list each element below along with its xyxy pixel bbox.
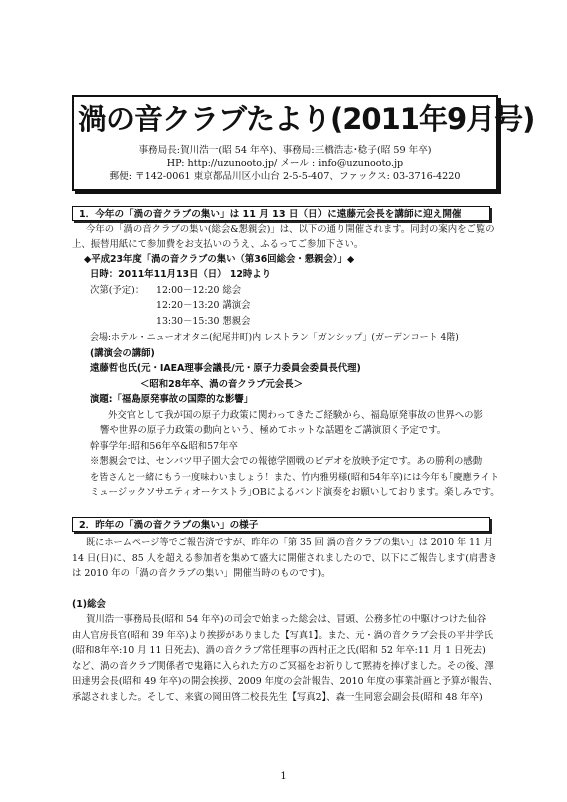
contact-line: HP: http://uzunooto.jp/ メール : info@uzunooto.jp <box>166 158 404 169</box>
host-years: 幹事学年:昭和56年卒&昭和57年卒 <box>90 441 238 452</box>
masthead-box <box>72 95 535 191</box>
section1-intro-2: 上、振替用紙にて参加費をお支払いのうえ、ふるってご参加下さい。 <box>72 239 364 250</box>
schedule-label: 次第(予定)： <box>90 285 145 296</box>
subheading-general-meeting: (1)総会 <box>72 599 106 610</box>
address-line: 郵便: 〒142-0061 東京都品川区小山台 2-5-5-407、ファックス: 03-3716-4220 <box>109 171 461 182</box>
section2-heading: 2．昨年の「渦の音クラブの集い」の様子 <box>72 517 490 532</box>
office-line: 事務局長:賀川浩一(昭 54 年卒)、事務局:三橋浩志･稔子(昭 59 年卒) <box>138 145 432 156</box>
section2-para-3: は 2010 年の「渦の音クラブの集い」開催当時のものです)。 <box>72 568 331 579</box>
meeting-text-5: 田達男会長(昭和 49 年卒)の開会挨拶、2009 年度の会計報告、2010 年度の事業計画と予算が報告、 <box>72 676 498 687</box>
lecturer-name: 遠藤哲也氏(元・IAEA理事会議長/元・原子力委員会委員長代理) <box>90 363 361 374</box>
page-number: 1 <box>280 771 287 782</box>
party-note-3: ミュージックソサエティオーケストラ｣OBによるバンド演奏をお願いしております。楽しみです。 <box>90 487 500 498</box>
event-title: ◆平成23年度「渦の音クラブの集い（第36回総会・懇親会）」◆ <box>84 254 355 265</box>
lecturer-note: ＜昭和28年卒、渦の音クラブ元会長＞ <box>140 379 304 390</box>
schedule-item: 13:30－15:30 懇親会 <box>156 316 251 327</box>
lecture-topic: 演題:「福島原発事故の国際的な影響」 <box>90 394 254 405</box>
meeting-text-2: 由人官房長官(昭和 39 年卒)より挨拶がありました【写真1】。また、元・渦の音クラブ会長の平井学氏 <box>72 630 494 641</box>
section1-heading: 1．今年の「渦の音クラブの集い」は 11 月 13 日（日）に遠藤元会長を講師に迎え開催 <box>72 206 490 221</box>
meeting-text-1: 賀川浩一事務局長(昭和 54 年卒)の司会で始まった総会は、冒頭、公務多忙の中駆けつけた仙谷 <box>86 614 487 625</box>
party-note-2: を皆さんと一緒にもう一度味わいましょう！また、竹内雅男様(昭和54年卒)には今年も｢慶應ライト <box>90 472 500 483</box>
section2-para-1: 既にホームページ等でご報告済ですが、昨年の「第 35 回 渦の音クラブの集い」は 2010 年 11 月 <box>86 537 493 548</box>
meeting-text-4: など、渦の音クラブ関係者で鬼籍に入られた方のご冥福をお祈りして黙祷を捧げました。その後、澤 <box>72 661 494 672</box>
event-venue: 会場:ホテル・ニューオオタニ(紀尾井町)内 レストラン「ガンシップ」(ガーデンコート 4階) <box>90 333 459 343</box>
event-date: 日時：2011年11月13日（日） 12時より <box>90 269 271 280</box>
section2-para-2: 14 日(日)に、85 人を超える参加者を集めて盛大に開催されましたので、以下にご報告します(肩書き <box>72 553 497 564</box>
topic-description-1: 外交官として我が国の原子力政策に関わってきたご経験から、福島原発事故の世界への影 <box>108 410 483 421</box>
newsletter-title: 渦の音クラブたより(2011年9月号) <box>78 102 535 136</box>
section1-intro-1: 今年の「渦の音クラブの集い(総会&懇親会)」は、以下の通り開催されます。同封の案内をご覧の <box>86 224 495 235</box>
meeting-text-6: 承認されました。そして、来賓の岡田啓二校長先生【写真2】、森一生同窓会副会長(昭和 48 年卒) <box>72 692 483 703</box>
meeting-text-3: (昭和8年卒:10 月 11 日死去)、渦の音クラブ常任理事の西村正之氏(昭和 52 年卒:11 月 1 日死去) <box>72 645 486 656</box>
schedule-item: 12:20－13:20 講演会 <box>156 300 251 311</box>
schedule-item: 12:00－12:20 総会 <box>156 285 242 296</box>
topic-description-2: 響や世界の原子力政策の動向という、極めてホットな話題をご講演頂く予定です。 <box>100 425 447 436</box>
lecturer-label: (講演会の講師) <box>90 348 155 359</box>
party-note-1: ※懇親会では、センバツ甲子園大会での報徳学園戦のビデオを放映予定です。あの勝利の感動 <box>90 456 483 467</box>
